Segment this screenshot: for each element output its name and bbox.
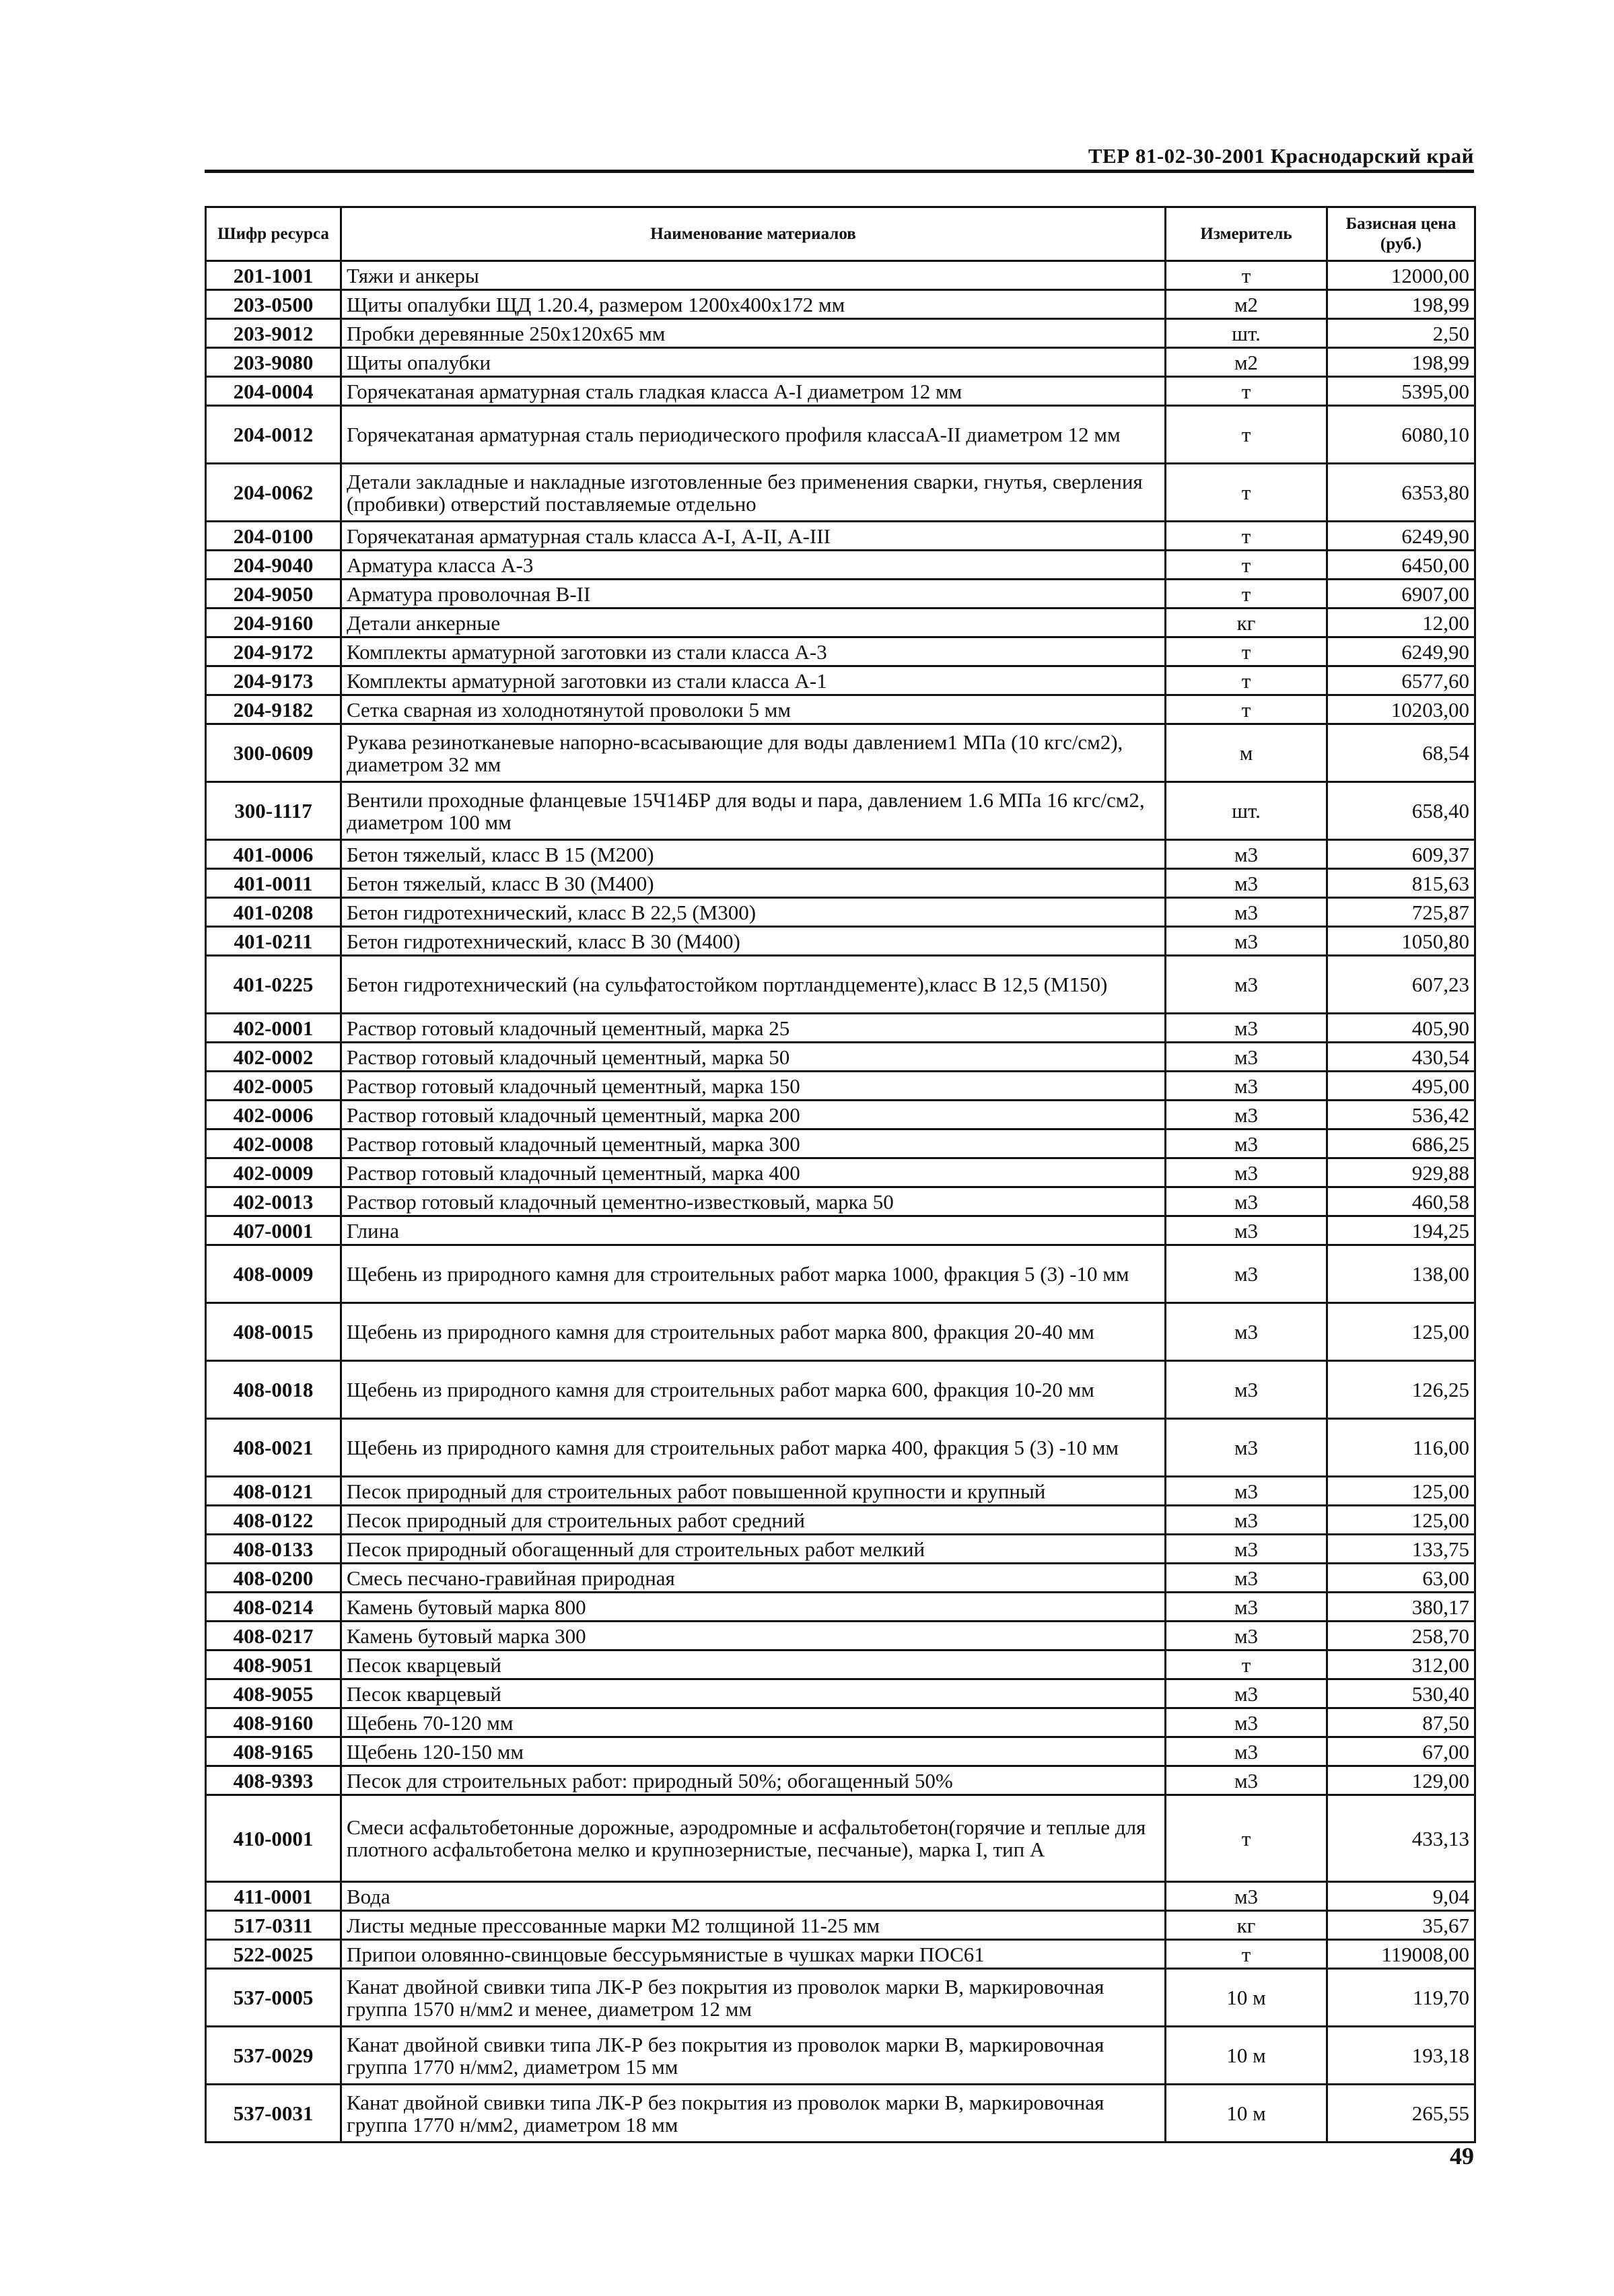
price-cell: 658,40: [1327, 782, 1475, 840]
unit-cell: м3: [1166, 1737, 1327, 1766]
table-row: [206, 1969, 1475, 2027]
unit-cell: кг: [1166, 608, 1327, 637]
unit-cell: т: [1166, 1795, 1327, 1882]
material-name-cell: Детали анкерные: [341, 608, 1166, 637]
resource-code-cell: 408-0021: [206, 1419, 341, 1477]
unit-cell: м3: [1166, 1882, 1327, 1911]
material-name-cell: Раствор готовый кладочный цементно-известковый, марка 50: [341, 1187, 1166, 1216]
material-name-cell: Бетон тяжелый, класс В 30 (М400): [341, 869, 1166, 898]
resource-code-cell: 204-0100: [206, 522, 341, 551]
unit-cell: м3: [1166, 956, 1327, 1014]
table-row: [206, 1245, 1475, 1303]
material-name-cell: Глина: [341, 1216, 1166, 1245]
table-row: [206, 261, 1475, 290]
unit-cell: т: [1166, 464, 1327, 522]
material-name-cell: Песок природный обогащенный для строительных работ мелкий: [341, 1535, 1166, 1564]
material-name-cell: Комплекты арматурной заготовки из стали класса А-1: [341, 666, 1166, 695]
material-name-cell: Смеси асфальтобетонные дорожные, аэродромные и асфальтобетон(горячие и теплые для плотного асфальтобетона мелко и крупнозернистые, песчаные), марка I, тип А: [341, 1795, 1166, 1882]
resource-code-cell: 408-0217: [206, 1622, 341, 1650]
price-cell: 380,17: [1327, 1593, 1475, 1622]
table-row: [206, 869, 1475, 898]
price-cell: 125,00: [1327, 1506, 1475, 1535]
unit-cell: т: [1166, 580, 1327, 608]
unit-cell: м3: [1166, 1158, 1327, 1187]
table-row: [206, 1506, 1475, 1535]
table-row: [206, 1737, 1475, 1766]
price-cell: 125,00: [1327, 1303, 1475, 1361]
table-row: [206, 1101, 1475, 1129]
resource-code-cell: 408-9165: [206, 1737, 341, 1766]
unit-cell: т: [1166, 666, 1327, 695]
price-cell: 6353,80: [1327, 464, 1475, 522]
material-name-cell: Арматура проволочная В-II: [341, 580, 1166, 608]
resource-code-cell: 402-0005: [206, 1072, 341, 1101]
resource-code-cell: 201-1001: [206, 261, 341, 290]
material-name-cell: Горячекатаная арматурная сталь класса А-I, А-II, А-III: [341, 522, 1166, 551]
price-cell: 6907,00: [1327, 580, 1475, 608]
table-row: [206, 319, 1475, 348]
resource-code-cell: 408-9160: [206, 1708, 341, 1737]
resource-code-cell: 408-0018: [206, 1361, 341, 1419]
unit-cell: шт.: [1166, 782, 1327, 840]
price-cell: 133,75: [1327, 1535, 1475, 1564]
material-name-cell: Щебень из природного камня для строительных работ марка 400, фракция 5 (3) -10 мм: [341, 1419, 1166, 1477]
material-name-cell: Песок кварцевый: [341, 1650, 1166, 1679]
resource-code-cell: 401-0225: [206, 956, 341, 1014]
price-cell: 35,67: [1327, 1911, 1475, 1940]
material-name-cell: Раствор готовый кладочный цементный, марка 50: [341, 1043, 1166, 1072]
unit-cell: м3: [1166, 869, 1327, 898]
price-cell: 12,00: [1327, 608, 1475, 637]
material-name-cell: Раствор готовый кладочный цементный, марка 150: [341, 1072, 1166, 1101]
table-row: [206, 927, 1475, 956]
price-cell: 530,40: [1327, 1679, 1475, 1708]
material-name-cell: Песок кварцевый: [341, 1679, 1166, 1708]
unit-cell: м3: [1166, 1303, 1327, 1361]
table-row: [206, 724, 1475, 782]
price-cell: 198,99: [1327, 348, 1475, 377]
table-row: [206, 840, 1475, 869]
unit-cell: т: [1166, 377, 1327, 406]
resource-code-cell: 408-0122: [206, 1506, 341, 1535]
resource-code-cell: 204-0062: [206, 464, 341, 522]
resource-code-cell: 401-0011: [206, 869, 341, 898]
resource-code-cell: 402-0006: [206, 1101, 341, 1129]
price-cell: 460,58: [1327, 1187, 1475, 1216]
resource-code-cell: 204-9173: [206, 666, 341, 695]
material-name-cell: Горячекатаная арматурная сталь периодического профиля классаА-II диаметром 12 мм: [341, 406, 1166, 464]
unit-cell: м3: [1166, 927, 1327, 956]
price-cell: 119,70: [1327, 1969, 1475, 2027]
material-name-cell: Щебень из природного камня для строительных работ марка 800, фракция 20-40 мм: [341, 1303, 1166, 1361]
resource-code-cell: 204-0012: [206, 406, 341, 464]
header-divider: [205, 170, 1474, 173]
column-header-price: Базисная цена (руб.): [1327, 207, 1475, 261]
unit-cell: м3: [1166, 1564, 1327, 1593]
price-cell: 138,00: [1327, 1245, 1475, 1303]
material-name-cell: Песок для строительных работ: природный 50%; обогащенный 50%: [341, 1766, 1166, 1795]
price-cell: 265,55: [1327, 2085, 1475, 2143]
unit-cell: м3: [1166, 1101, 1327, 1129]
unit-cell: м3: [1166, 1622, 1327, 1650]
material-name-cell: Щиты опалубки: [341, 348, 1166, 377]
table-row: [206, 1072, 1475, 1101]
price-cell: 609,37: [1327, 840, 1475, 869]
resource-code-cell: 537-0031: [206, 2085, 341, 2143]
material-name-cell: Детали закладные и накладные изготовленные без применения сварки, гнутья, сверления (пробивки) отверстий поставляемые отдельно: [341, 464, 1166, 522]
column-header-name: Наименование материалов: [341, 207, 1166, 261]
unit-cell: т: [1166, 1650, 1327, 1679]
material-name-cell: Канат двойной свивки типа ЛК-Р без покрытия из проволок марки В, маркировочная группа 1770 н/мм2, диаметром 15 мм: [341, 2027, 1166, 2085]
price-cell: 536,42: [1327, 1101, 1475, 1129]
price-cell: 607,23: [1327, 956, 1475, 1014]
table-row: [206, 1303, 1475, 1361]
table-row: [206, 608, 1475, 637]
resource-code-cell: 517-0311: [206, 1911, 341, 1940]
table-row: [206, 1014, 1475, 1043]
material-name-cell: Камень бутовый марка 800: [341, 1593, 1166, 1622]
unit-cell: т: [1166, 1940, 1327, 1969]
material-name-cell: Раствор готовый кладочный цементный, марка 400: [341, 1158, 1166, 1187]
unit-cell: м3: [1166, 1014, 1327, 1043]
price-cell: 5395,00: [1327, 377, 1475, 406]
material-name-cell: Щиты опалубки ЩД 1.20.4, размером 1200х400х172 мм: [341, 290, 1166, 319]
resource-code-cell: 408-0133: [206, 1535, 341, 1564]
table-row: [206, 290, 1475, 319]
unit-cell: м3: [1166, 1477, 1327, 1506]
material-name-cell: Раствор готовый кладочный цементный, марка 300: [341, 1129, 1166, 1158]
price-cell: 12000,00: [1327, 261, 1475, 290]
table-row: [206, 1361, 1475, 1419]
table-row: [206, 1766, 1475, 1795]
resource-code-cell: 537-0005: [206, 1969, 341, 2027]
resource-code-cell: 402-0008: [206, 1129, 341, 1158]
material-name-cell: Тяжи и анкеры: [341, 261, 1166, 290]
unit-cell: м3: [1166, 1766, 1327, 1795]
price-cell: 67,00: [1327, 1737, 1475, 1766]
resource-code-cell: 204-9172: [206, 637, 341, 666]
material-name-cell: Арматура класса А-3: [341, 551, 1166, 580]
unit-cell: кг: [1166, 1911, 1327, 1940]
table-row: [206, 637, 1475, 666]
resource-code-cell: 408-0009: [206, 1245, 341, 1303]
unit-cell: 10 м: [1166, 2027, 1327, 2085]
price-cell: 116,00: [1327, 1419, 1475, 1477]
unit-cell: м3: [1166, 1245, 1327, 1303]
table-row: [206, 782, 1475, 840]
unit-cell: м3: [1166, 1216, 1327, 1245]
resource-code-cell: 204-9160: [206, 608, 341, 637]
unit-cell: м2: [1166, 290, 1327, 319]
price-cell: 6249,90: [1327, 637, 1475, 666]
price-cell: 129,00: [1327, 1766, 1475, 1795]
unit-cell: м3: [1166, 840, 1327, 869]
resource-code-cell: 300-1117: [206, 782, 341, 840]
price-cell: 87,50: [1327, 1708, 1475, 1737]
unit-cell: м3: [1166, 1593, 1327, 1622]
material-name-cell: Щебень 70-120 мм: [341, 1708, 1166, 1737]
resource-code-cell: 402-0002: [206, 1043, 341, 1072]
price-cell: 2,50: [1327, 319, 1475, 348]
unit-cell: шт.: [1166, 319, 1327, 348]
table-row: [206, 348, 1475, 377]
resource-code-cell: 300-0609: [206, 724, 341, 782]
unit-cell: м: [1166, 724, 1327, 782]
price-cell: 929,88: [1327, 1158, 1475, 1187]
resource-code-cell: 408-0214: [206, 1593, 341, 1622]
price-cell: 258,70: [1327, 1622, 1475, 1650]
table-row: [206, 1043, 1475, 1072]
table-row: [206, 464, 1475, 522]
material-name-cell: Канат двойной свивки типа ЛК-Р без покрытия из проволок марки В, маркировочная группа 1770 н/мм2, диаметром 18 мм: [341, 2085, 1166, 2143]
table-row: [206, 898, 1475, 927]
price-cell: 6249,90: [1327, 522, 1475, 551]
unit-cell: 10 м: [1166, 2085, 1327, 2143]
table-row: [206, 522, 1475, 551]
price-cell: 815,63: [1327, 869, 1475, 898]
price-cell: 6080,10: [1327, 406, 1475, 464]
material-name-cell: Раствор готовый кладочный цементный, марка 200: [341, 1101, 1166, 1129]
material-name-cell: Смесь песчано-гравийная природная: [341, 1564, 1166, 1593]
price-cell: 725,87: [1327, 898, 1475, 927]
resource-code-cell: 203-0500: [206, 290, 341, 319]
table-row: [206, 1535, 1475, 1564]
material-name-cell: Сетка сварная из холоднотянутой проволоки 5 мм: [341, 695, 1166, 724]
page-number: 49: [1450, 2143, 1474, 2169]
price-cell: 9,04: [1327, 1882, 1475, 1911]
materials-table: [205, 206, 1476, 2143]
resource-code-cell: 411-0001: [206, 1882, 341, 1911]
material-name-cell: Песок природный для строительных работ повышенной крупности и крупный: [341, 1477, 1166, 1506]
material-name-cell: Бетон гидротехнический, класс В 22,5 (М300): [341, 898, 1166, 927]
material-name-cell: Листы медные прессованные марки М2 толщиной 11-25 мм: [341, 1911, 1166, 1940]
price-cell: 6577,60: [1327, 666, 1475, 695]
table-row: [206, 1911, 1475, 1940]
material-name-cell: Щебень из природного камня для строительных работ марка 600, фракция 10-20 мм: [341, 1361, 1166, 1419]
unit-cell: м3: [1166, 1535, 1327, 1564]
table-row: [206, 1940, 1475, 1969]
price-cell: 63,00: [1327, 1564, 1475, 1593]
material-name-cell: Горячекатаная арматурная сталь гладкая класса А-I диаметром 12 мм: [341, 377, 1166, 406]
material-name-cell: Комплекты арматурной заготовки из стали класса А-3: [341, 637, 1166, 666]
unit-cell: т: [1166, 261, 1327, 290]
resource-code-cell: 522-0025: [206, 1940, 341, 1969]
table-row: [206, 2027, 1475, 2085]
table-row: [206, 1650, 1475, 1679]
price-cell: 312,00: [1327, 1650, 1475, 1679]
unit-cell: м3: [1166, 1506, 1327, 1535]
table-row: [206, 1622, 1475, 1650]
unit-cell: т: [1166, 522, 1327, 551]
material-name-cell: Пробки деревянные 250х120х65 мм: [341, 319, 1166, 348]
material-name-cell: Вентили проходные фланцевые 15Ч14БР для воды и пара, давлением 1.6 МПа 16 кгс/см2, диаметром 100 мм: [341, 782, 1166, 840]
resource-code-cell: 410-0001: [206, 1795, 341, 1882]
table-row: [206, 1216, 1475, 1245]
table-row: [206, 1679, 1475, 1708]
price-cell: 68,54: [1327, 724, 1475, 782]
resource-code-cell: 408-9051: [206, 1650, 341, 1679]
table-row: [206, 2085, 1475, 2143]
unit-cell: т: [1166, 551, 1327, 580]
table-row: [206, 695, 1475, 724]
table-row: [206, 1419, 1475, 1477]
resource-code-cell: 203-9012: [206, 319, 341, 348]
column-header-code: Шифр ресурса: [206, 207, 341, 261]
price-cell: 433,13: [1327, 1795, 1475, 1882]
price-cell: 193,18: [1327, 2027, 1475, 2085]
table-row: [206, 1795, 1475, 1882]
price-cell: 495,00: [1327, 1072, 1475, 1101]
unit-cell: м3: [1166, 1187, 1327, 1216]
unit-cell: м3: [1166, 1129, 1327, 1158]
table-row: [206, 1564, 1475, 1593]
document-header: ТЕР 81-02-30-2001 Краснодарский край: [1088, 144, 1474, 168]
price-cell: 125,00: [1327, 1477, 1475, 1506]
table-row: [206, 1708, 1475, 1737]
unit-cell: м2: [1166, 348, 1327, 377]
table-row: [206, 1129, 1475, 1158]
resource-code-cell: 408-0121: [206, 1477, 341, 1506]
table-row: [206, 1477, 1475, 1506]
price-cell: 405,90: [1327, 1014, 1475, 1043]
resource-code-cell: 408-0200: [206, 1564, 341, 1593]
resource-code-cell: 204-9182: [206, 695, 341, 724]
table-row: [206, 1187, 1475, 1216]
table-row: [206, 406, 1475, 464]
resource-code-cell: 204-0004: [206, 377, 341, 406]
material-name-cell: Бетон гидротехнический (на сульфатостойком портландцементе),класс В 12,5 (М150): [341, 956, 1166, 1014]
price-cell: 194,25: [1327, 1216, 1475, 1245]
price-cell: 6450,00: [1327, 551, 1475, 580]
material-name-cell: Рукава резинотканевые напорно-всасывающие для воды давлением1 МПа (10 кгс/см2), диаметром 32 мм: [341, 724, 1166, 782]
column-header-unit: Измеритель: [1166, 207, 1327, 261]
resource-code-cell: 537-0029: [206, 2027, 341, 2085]
resource-code-cell: 401-0208: [206, 898, 341, 927]
material-name-cell: Щебень 120-150 мм: [341, 1737, 1166, 1766]
price-cell: 198,99: [1327, 290, 1475, 319]
price-cell: 119008,00: [1327, 1940, 1475, 1969]
material-name-cell: Песок природный для строительных работ средний: [341, 1506, 1166, 1535]
resource-code-cell: 204-9050: [206, 580, 341, 608]
table-row: [206, 377, 1475, 406]
unit-cell: м3: [1166, 898, 1327, 927]
unit-cell: т: [1166, 406, 1327, 464]
table-row: [206, 580, 1475, 608]
material-name-cell: Канат двойной свивки типа ЛК-Р без покрытия из проволок марки В, маркировочная группа 1570 н/мм2 и менее, диаметром 12 мм: [341, 1969, 1166, 2027]
table-row: [206, 956, 1475, 1014]
table-row: [206, 1158, 1475, 1187]
resource-code-cell: 401-0006: [206, 840, 341, 869]
resource-code-cell: 401-0211: [206, 927, 341, 956]
price-cell: 10203,00: [1327, 695, 1475, 724]
price-cell: 686,25: [1327, 1129, 1475, 1158]
resource-code-cell: 407-0001: [206, 1216, 341, 1245]
table-row: [206, 551, 1475, 580]
resource-code-cell: 204-9040: [206, 551, 341, 580]
unit-cell: м3: [1166, 1679, 1327, 1708]
resource-code-cell: 203-9080: [206, 348, 341, 377]
resource-code-cell: 408-9055: [206, 1679, 341, 1708]
material-name-cell: Припои оловянно-свинцовые бессурьмянистые в чушках марки ПОС61: [341, 1940, 1166, 1969]
table-row: [206, 1593, 1475, 1622]
resource-code-cell: 408-9393: [206, 1766, 341, 1795]
unit-cell: м3: [1166, 1072, 1327, 1101]
unit-cell: м3: [1166, 1419, 1327, 1477]
material-name-cell: Бетон гидротехнический, класс В 30 (М400): [341, 927, 1166, 956]
unit-cell: 10 м: [1166, 1969, 1327, 2027]
price-cell: 430,54: [1327, 1043, 1475, 1072]
unit-cell: м3: [1166, 1043, 1327, 1072]
resource-code-cell: 402-0009: [206, 1158, 341, 1187]
material-name-cell: Щебень из природного камня для строительных работ марка 1000, фракция 5 (3) -10 мм: [341, 1245, 1166, 1303]
table-row: [206, 666, 1475, 695]
unit-cell: т: [1166, 695, 1327, 724]
table-row: [206, 1882, 1475, 1911]
material-name-cell: Бетон тяжелый, класс В 15 (М200): [341, 840, 1166, 869]
unit-cell: м3: [1166, 1361, 1327, 1419]
price-cell: 1050,80: [1327, 927, 1475, 956]
material-name-cell: Камень бутовый марка 300: [341, 1622, 1166, 1650]
table-header-row: [206, 207, 1475, 261]
unit-cell: т: [1166, 637, 1327, 666]
resource-code-cell: 402-0013: [206, 1187, 341, 1216]
resource-code-cell: 402-0001: [206, 1014, 341, 1043]
price-cell: 126,25: [1327, 1361, 1475, 1419]
material-name-cell: Вода: [341, 1882, 1166, 1911]
resource-code-cell: 408-0015: [206, 1303, 341, 1361]
unit-cell: м3: [1166, 1708, 1327, 1737]
material-name-cell: Раствор готовый кладочный цементный, марка 25: [341, 1014, 1166, 1043]
